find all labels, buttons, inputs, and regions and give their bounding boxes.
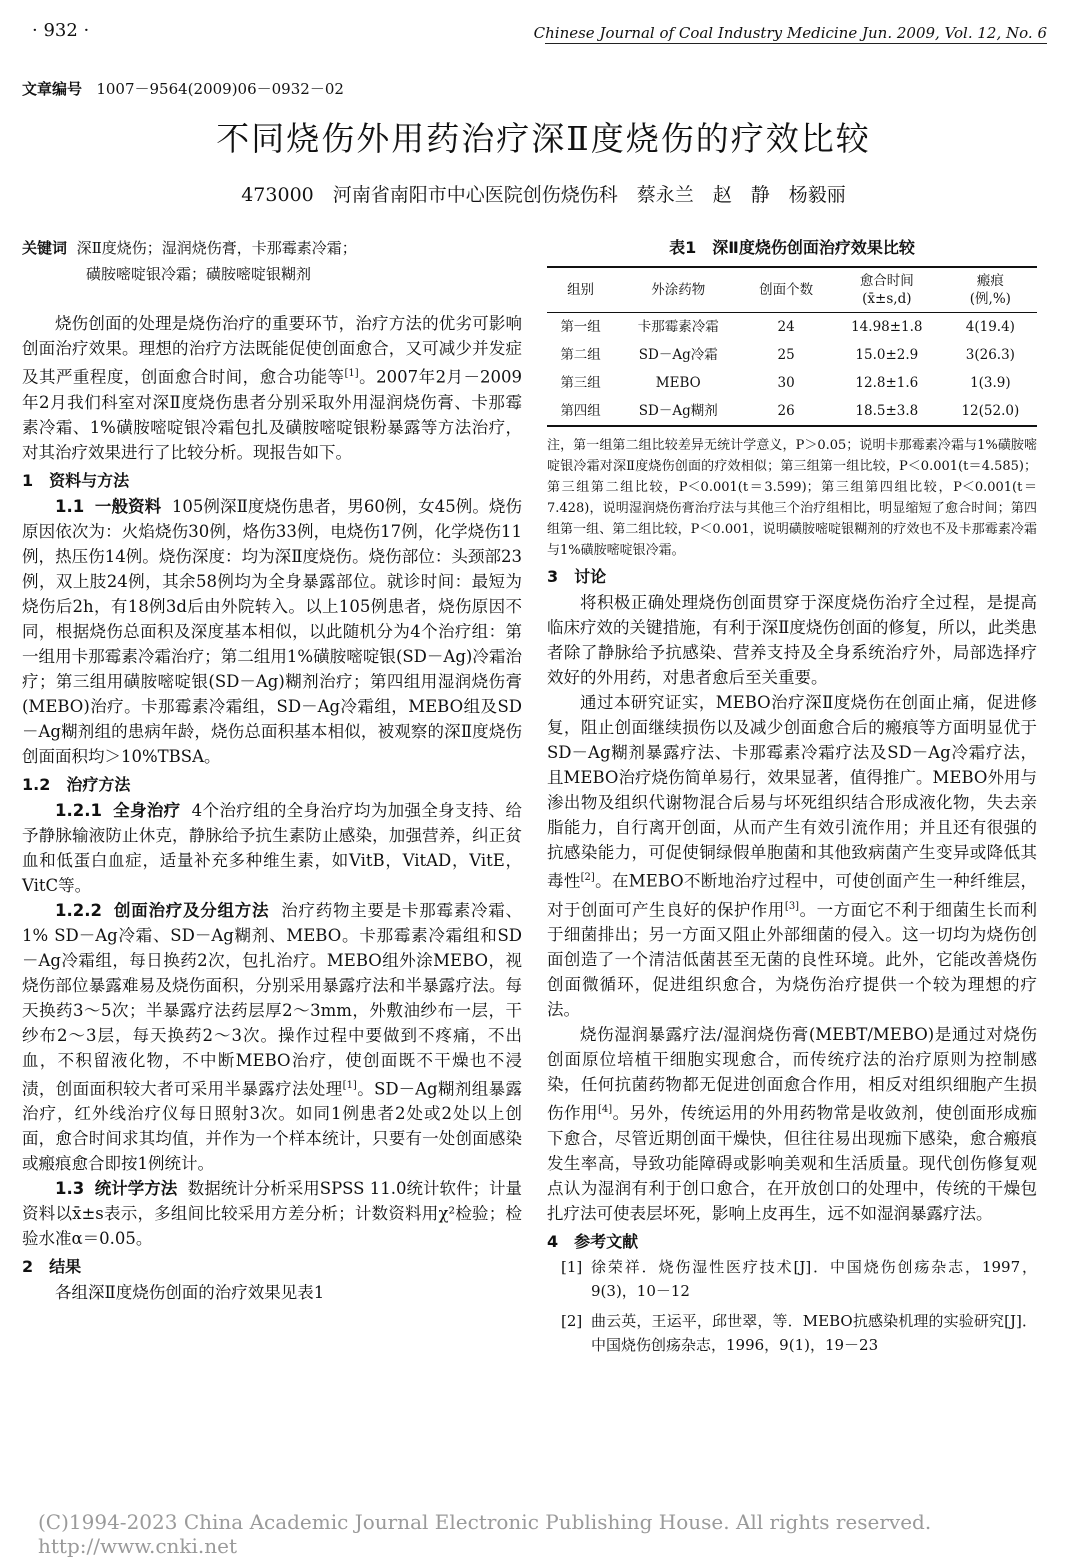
- section-1-2-1: 1.2.1 全身治疗 4个治疗组的全身治疗均为加强全身支持、给予静脉输液防止休克，静脉给予抗生素防止感染，加强营养，纠正贫血和低蛋白血症，适量补充多种维生素，如VitB，VitAD，VitE，VitC等。: [22, 800, 523, 895]
- cell: 30: [777, 375, 795, 391]
- section-1-3: 1.3 统计学方法 数据统计分析采用SPSS 11.0统计软件；计量资料以x̄±s表示，多组间比较采用方差分析；计数资料用χ²检验；检验水准α＝0.05。: [22, 1179, 522, 1248]
- cell: 12(52.0): [961, 403, 1020, 419]
- cell: MEBO: [655, 375, 701, 391]
- cell: 第二组: [560, 347, 601, 363]
- th-drug: 外涂药物: [651, 282, 706, 298]
- cell: 15.0±2.9: [855, 347, 919, 363]
- left-column: [22, 235, 522, 1305]
- th-healing: 愈合时间 (x̄±s,d): [859, 273, 914, 307]
- section-1-2-heading: 1.2 治疗方法: [22, 774, 131, 794]
- table-row: [547, 397, 1037, 426]
- cell: 1(3.9): [970, 375, 1011, 391]
- cell: 4(19.4): [965, 319, 1015, 335]
- citation-2: [2]: [580, 872, 595, 883]
- citation-1b: [1]: [342, 1079, 357, 1091]
- table-row: [547, 313, 1037, 342]
- cell: 12.8±1.6: [855, 375, 919, 391]
- cell: 18.5±3.8: [855, 403, 919, 419]
- section-1-heading: 1 资料与方法: [22, 470, 130, 490]
- cell: 3(26.3): [965, 347, 1015, 363]
- intro-paragraph: 烧伤创面的处理是烧伤治疗的重要环节，治疗方法的优劣可影响创面治疗效果。理想的治疗方法既能促使创面愈合，又可减少并发症及其严重程度，创面愈合时间，愈合功能等[1]。2007年2月－2009年2月我们科室对深Ⅱ度烧伤患者分别采取外用湿润烧伤膏、卡那霉素冷霜、1%磺胺嘧啶银冷霜包扎及磺胺嘧啶银粉暴露等方法治疗，对其治疗效果进行了比较分析。现报告如下。: [22, 314, 523, 462]
- discussion-p3: 烧伤湿润暴露疗法/湿润烧伤膏(MEBT/MEBO)是通过对烧伤创面原位培植干细胞实现愈合，而传统疗法的治疗原则为控制感染，任何抗菌药物都无促进创面愈合作用，相反对组织细胞产生损伤作用[4]。另外，传统运用的外用药物常是收敛剂，使创面形成痂下愈合，尽管近期创面干燥快，但往往易出现痂下感染，愈合瘢痕发生率高，导致功能障碍或影响美观和生活质量。现代创伤修复观点认为湿润有利于创口愈合，在开放创口的处理中，传统的干燥包扎疗法可使表层坏死，影响上皮再生，远不如湿润暴露疗法。: [547, 1025, 1038, 1223]
- table-row: [547, 369, 1037, 397]
- article-number-value: 1007－9564(2009)06－0932－02: [96, 80, 344, 98]
- table-header-row: [547, 267, 1037, 313]
- citation-3: [3]: [784, 900, 800, 912]
- cell: 第四组: [560, 403, 601, 419]
- keywords: [22, 235, 522, 287]
- page-number: · 932 ·: [32, 20, 90, 41]
- cell: 14.98±1.8: [851, 319, 923, 335]
- right-column: [547, 235, 1037, 1363]
- cell: 24: [777, 319, 795, 335]
- th-count: 创面个数: [759, 282, 814, 298]
- cell: SD－Ag糊剂: [638, 403, 718, 419]
- header-rule: [545, 43, 1047, 44]
- discussion-p1: 将积极正确处理烧伤创面贯穿于深度烧伤治疗全过程，是提高临床疗效的关键措施，有利于深Ⅱ度烧伤创面的修复，所以，此类患者除了静脉给予抗感染、营养支持及全身系统治疗外，局部选择疗效好的外用药，对患者愈后至关重要。: [547, 593, 1037, 687]
- cell: 卡那霉素冷霜: [637, 319, 719, 335]
- cell: 第一组: [560, 319, 601, 335]
- section-1-1: 1.1 一般资料 105例深Ⅱ度烧伤患者，男60例，女45例。烧伤原因依次为：火焰烧伤30例，烙伤33例，电烧伤17例，化学烧伤11例，热压伤14例。烧伤深度：均为深Ⅱ度烧伤。烧伤部位：头颈部23例，双上肢24例，其余58例均为全身暴露部位。就诊时间：最短为烧伤后2h，有18例3d后由外院转入。以上105例患者，烧伤原因不同，根据烧伤总面积及深度基本相似，以此随机分为4个治疗组：第一组用卡那霉素冷霜治疗；第二组用1%磺胺嘧啶银(SD－Ag)冷霜治疗；第三组用磺胺嘧啶银(SD－Ag)糊剂治疗；第四组用湿润烧伤膏(MEBO)治疗。卡那霉素冷霜组，SD－Ag冷霜组，MEBO组及SD－Ag糊剂组的患病年龄，烧伤总面积基本相似，被观察的深Ⅱ度烧伤创面面积均＞10%TBSA。: [22, 496, 523, 766]
- section-4-heading: 4 参考文献: [547, 1231, 639, 1251]
- reference-list: [547, 1255, 1037, 1357]
- article-number-label: 文章编号: [22, 80, 83, 98]
- cell: 25: [777, 347, 795, 363]
- keywords-line-1: 深Ⅱ度烧伤；湿润烧伤膏，卡那霉素冷霜；: [76, 239, 357, 257]
- keywords-label: 关键词: [22, 239, 68, 257]
- table-note: 注，第一组第二组比较差异无统计学意义，P＞0.05；说明卡那霉素冷霜与1%磺胺嘧啶银冷霜对深Ⅱ度烧伤创面的疗效相似；第三组第一组比较，P＜0.001(t＝4.585)；第三组第二组比较，P＜0.001(t＝3.599)；第三组第四组比较，P＜0.001(t＝7.428)，说明湿润烧伤膏治疗法与其他三个治疗组相比，明显缩短了愈合时间；第四组第一组、第二组比较，P＜0.001，说明磺胺嘧啶银糊剂的疗效也不及卡那霉素冷霜与1%磺胺嘧啶银冷霜。: [547, 438, 1037, 558]
- section-3-heading: 3 讨论: [547, 567, 607, 586]
- results-table: [547, 266, 1037, 427]
- authors-line: 473000 河南省南阳市中心医院创伤烧伤科 蔡永兰 赵 静 杨毅丽: [241, 184, 846, 206]
- reference-item: [1] 徐荣祥．烧伤湿性医疗技术[J]．中国烧伤创疡杂志，1997，9(3)，10－12: [561, 1257, 1037, 1300]
- cell: 第三组: [560, 375, 601, 391]
- section-2-heading: 2 结果: [22, 1257, 82, 1276]
- th-group: 组别: [567, 282, 595, 298]
- journal-header: Chinese Journal of Coal Industry Medicine Jun. 2009, Vol. 12, No. 6: [533, 24, 1047, 42]
- section-1-2-2: 1.2.2 创面治疗及分组方法 治疗药物主要是卡那霉素冷霜、1% SD－Ag冷霜、SD－Ag糊剂、MEBO。卡那霉素冷霜组和SD－Ag冷霜组，每日换药2次，包扎治疗。MEBO组外涂MEBO，视烧伤部位暴露难易及烧伤面积，分别采用暴露疗法和半暴露疗法。每天换药3～5次；半暴露疗法药层厚2～3mm，外敷油纱布一层，干纱布2～3层，每天换药2～3次。操作过程中要做到不疼痛，不出血，不积留液化物，不中断MEBO治疗，使创面既不干燥也不浸渍，创面面积较大者可采用半暴露疗法处理[1]。SD－Ag糊剂组暴露治疗，红外线治疗仪每日照射3次。如同1例患者2处或2处以上创面，愈合时间求其均值，并作为一个样本统计，只要有一处创面感染或瘢痕愈合即按1例统计。: [22, 900, 523, 1173]
- cell: 26: [777, 403, 795, 419]
- discussion-p2: 通过本研究证实，MEBO治疗深Ⅱ度烧伤在创面止痛，促进修复，阻止创面继续损伤以及减少创面愈合后的瘢痕等方面明显优于SD－Ag糊剂暴露疗法、卡那霉素冷霜疗法及SD－Ag冷霜疗法，且MEBO治疗烧伤简单易行，效果显著，值得推广。MEBO外用与渗出物及组织代谢物混合后易与坏死组织结合形成液化物，失去亲脂能力，自行离开创面，从而产生有效引流作用；并且还有很强的抗感染能力，可促使铜绿假单胞菌和其他致病菌产生变异或降低其毒性[2]。在MEBO不断地治疗过程中，可使创面产生一种纤维层，对于创面可产生良好的保护作用[3]。一方面它不利于细菌生长而利于细菌排出；另一方面又阻止外部细菌的侵入。这一切均为烧伤创面创造了一个清洁低菌甚至无菌的良性环境。此外，它能改善烧伤创面微循环，促进组织愈合，为烧伤治疗提供一个较为理想的疗法。: [547, 693, 1038, 1019]
- paper-title: 不同烧伤外用药治疗深Ⅱ度烧伤的疗效比较: [216, 119, 871, 158]
- cell: SD－Ag冷霜: [638, 347, 718, 363]
- article-number: [22, 78, 344, 99]
- citation-1: [1]: [344, 368, 359, 379]
- citation-4: [4]: [597, 1104, 613, 1115]
- section-2-text: 各组深Ⅱ度烧伤创面的治疗效果见表1: [55, 1283, 325, 1302]
- keywords-line-2: 磺胺嘧啶银冷霜；磺胺嘧啶银糊剂: [86, 265, 312, 283]
- th-scar: 瘢痕 (例,%): [969, 273, 1011, 307]
- copyright-footer: (C)1994-2023 China Academic Journal Electronic Publishing House. All rights reserved. http://www.cnki.net: [38, 1510, 932, 1558]
- table-row: [547, 341, 1037, 369]
- reference-item: [2] 曲云英，王运平，邱世翠，等．MEBO抗感染机理的实验研究[J]．中国烧伤创疡杂志，1996，9(1)，19－23: [561, 1311, 1037, 1354]
- table-caption: 表1 深Ⅱ度烧伤创面治疗效果比较: [669, 238, 915, 257]
